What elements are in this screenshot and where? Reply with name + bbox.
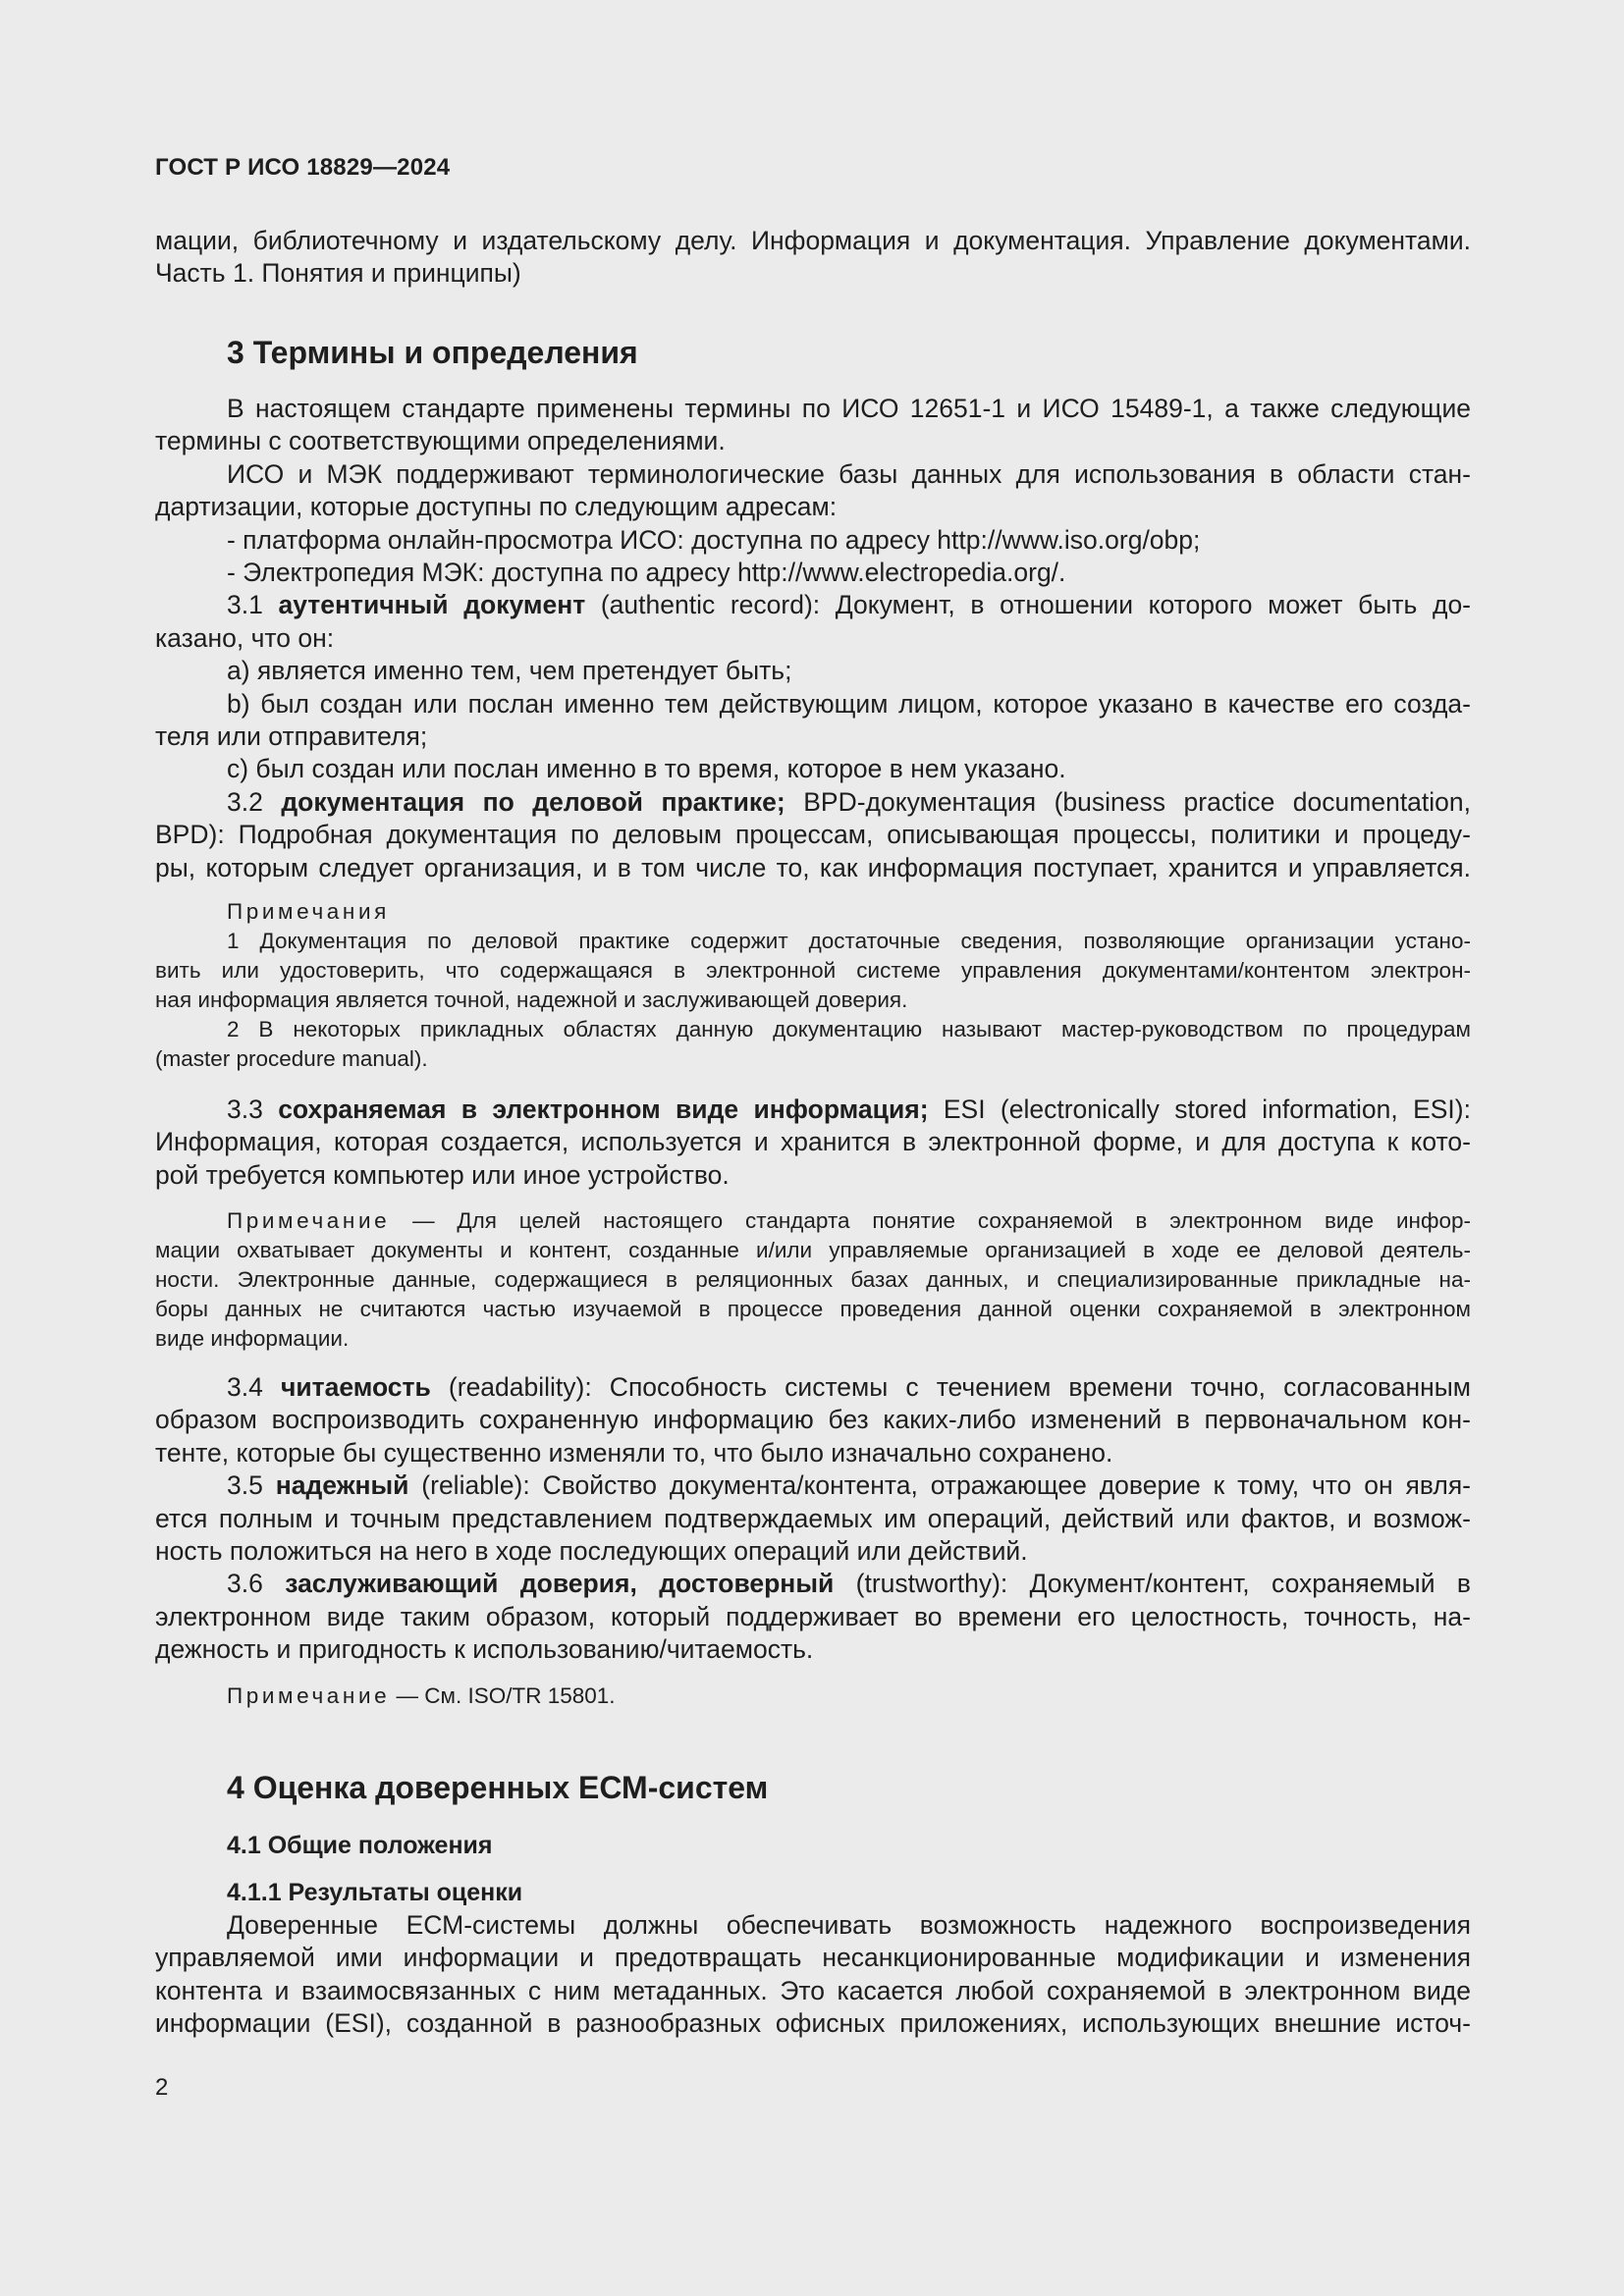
page-number: 2 (155, 2074, 169, 2101)
term-title: читаемость (280, 1372, 431, 1402)
note-label: Примечание (227, 1683, 391, 1708)
note-line: Примечание — Для целей настоящего стандарта понятие сохраняемой в электронном виде инфор- (227, 1208, 1471, 1233)
note-line: ности. Электронные данные, содержащиеся в реляционных базах данных, и специализированные прикладные на- (155, 1267, 1471, 1292)
list-item: b) был создан или послан именно тем действующим лицом, которое указано в качестве его созда- (227, 688, 1471, 719)
list-item: a) является именно тем, чем претендует быть; (227, 656, 792, 686)
paragraph-line: термины с соответствующими определениями. (155, 426, 726, 456)
terms-3-4-to-3-6 (155, 1371, 1471, 1667)
list-item: - платформа онлайн-просмотра ИСО: доступна по адресу http://www.iso.org/obp; (227, 524, 1201, 555)
paragraph-line: ется полным и точным представлением подтверждаемых им операций, действий или фактов, и возмож- (155, 1503, 1471, 1533)
note-3-3 (155, 1206, 1471, 1354)
paragraph-line: В настоящем стандарте применены термины по ИСО 12651-1 и ИСО 15489-1, а также следующие (227, 394, 1471, 423)
paragraph-line: информации (ESI), созданной в разнообразных офисных приложениях, использующих внешние источ- (155, 2008, 1471, 2039)
note-3-6 (155, 1682, 1471, 1711)
notes-3-2 (155, 897, 1471, 1074)
term-3-3: 3.3 сохраняемая в электронном виде информация; ESI (electronically stored information, ESI): (227, 1095, 1471, 1124)
term-3-1: 3.1 аутентичный документ (authentic record): Документ, в отношении которого может быть до- (227, 590, 1472, 620)
note-line: 1 Документация по деловой практике содержит достаточные сведения, позволяющие организации устано- (227, 929, 1471, 953)
paragraph-line: ность положиться на него в ходе последующих операций или действий. (155, 1536, 1028, 1567)
notes-heading: Примечания (227, 899, 390, 924)
note-line: боры данных не считаются частью изучаемой в процессе проведения данной оценки сохраняемой в электронном (155, 1297, 1471, 1321)
paragraph-line: управляемой ими информации и предотвращать несанкционированные модификации и изменения (155, 1943, 1471, 1973)
list-item: c) был создан или послан именно в то время, которое в нем указано. (227, 754, 1066, 784)
paragraph-line: ры, которым следует организация, и в том числе то, как информация поступает, хранится и управляется. (155, 852, 1471, 882)
term-title: аутентичный документ (278, 590, 586, 620)
note-line: (master procedure manual). (155, 1046, 428, 1071)
list-item: - Электропедия МЭК: доступна по адресу http://www.electropedia.org/. (227, 558, 1066, 588)
term-3-5: 3.5 надежный (reliable): Свойство документа/контента, отражающее доверие к тому, что он явля- (227, 1470, 1472, 1501)
subsection-4-1-1-heading: 4.1.1 Результаты оценки (227, 1879, 523, 1906)
note-line: ная информация является точной, надежной и заслуживающей доверия. (155, 988, 908, 1012)
term-3-4: 3.4 читаемость (readability): Способность системы с течением времени точно, согласованным (227, 1372, 1472, 1402)
reference-continuation (155, 225, 1471, 291)
term-title: заслуживающий доверия, достоверный (285, 1569, 835, 1599)
term-3-6: 3.6 заслуживающий доверия, достоверный (trustworthy): Документ/контент, сохраняемый в (227, 1569, 1472, 1599)
standard-designation: ГОСТ Р ИСО 18829—2024 (155, 154, 451, 181)
subsection-4-1-heading: 4.1 Общие положения (227, 1832, 493, 1859)
note-line: Примечание — См. ISO/TR 15801. (227, 1683, 616, 1708)
note-label: Примечание (227, 1208, 391, 1233)
section-3-body (155, 393, 1471, 884)
paragraph-line: контента и взаимосвязанных с ним метаданных. Это касается любой сохраняемой в электронном виде (155, 1975, 1471, 2005)
term-title: документация по деловой практике; (281, 786, 785, 817)
paragraph-line: электронном виде таким образом, который поддерживает во времени его целостность, точность, на- (155, 1601, 1471, 1631)
reference-line: мации, библиотечному и издательскому делу. Информация и документация. Управление документами. (155, 226, 1471, 255)
paragraph-line: Доверенные ЕСМ-системы должны обеспечивать возможность надежного воспроизведения (227, 1910, 1471, 1940)
term-3-3-block (155, 1094, 1471, 1192)
paragraph-line: дартизации, которые доступны по следующим адресам: (155, 492, 838, 522)
reference-line: Часть 1. Понятия и принципы) (155, 258, 521, 289)
paragraph-line: образом воспроизводить сохраненную информацию без каких-либо изменений в первоначальном кон- (155, 1405, 1471, 1435)
note-line: мации охватывает документы и контент, созданные и/или управляемые организацией в ходе ее деловой деятель- (155, 1238, 1471, 1262)
paragraph-line: Информация, которая создается, используется и хранится в электронной форме, и для доступа к кото- (155, 1127, 1471, 1157)
section-4-heading: 4 Оценка доверенных ЕСМ-систем (227, 1770, 769, 1805)
paragraph-line: тенте, которые бы существенно изменяли то, что было изначально сохранено. (155, 1437, 1113, 1468)
paragraph-line: ИСО и МЭК поддерживают терминологические базы данных для использования в области стан- (227, 458, 1471, 489)
paragraph-line: рой требуется компьютер или иное устройство. (155, 1159, 730, 1190)
paragraph-line: теля или отправителя; (155, 721, 428, 752)
note-line: виде информации. (155, 1326, 350, 1351)
paragraph-line: BPD): Подробная документация по деловым процессам, описывающая процессы, политики и процеду- (155, 820, 1471, 850)
paragraph-line: казано, что он: (155, 622, 335, 653)
section-3-heading: 3 Термины и определения (227, 335, 638, 370)
term-title: надежный (275, 1470, 409, 1501)
note-line: вить или удостоверить, что содержащаяся в электронной системе управления документами/контентом электрон- (155, 958, 1471, 983)
section-4-paragraph (155, 1909, 1471, 2041)
term-3-2: 3.2 документация по деловой практике; BPD-документация (business practice documentation, (227, 786, 1472, 817)
paragraph-line: дежность и пригодность к использованию/читаемость. (155, 1634, 814, 1665)
term-title: сохраняемая в электронном виде информация; (278, 1095, 929, 1124)
note-line: 2 В некоторых прикладных областях данную документацию называют мастер-руководством по процедурам (227, 1017, 1471, 1041)
